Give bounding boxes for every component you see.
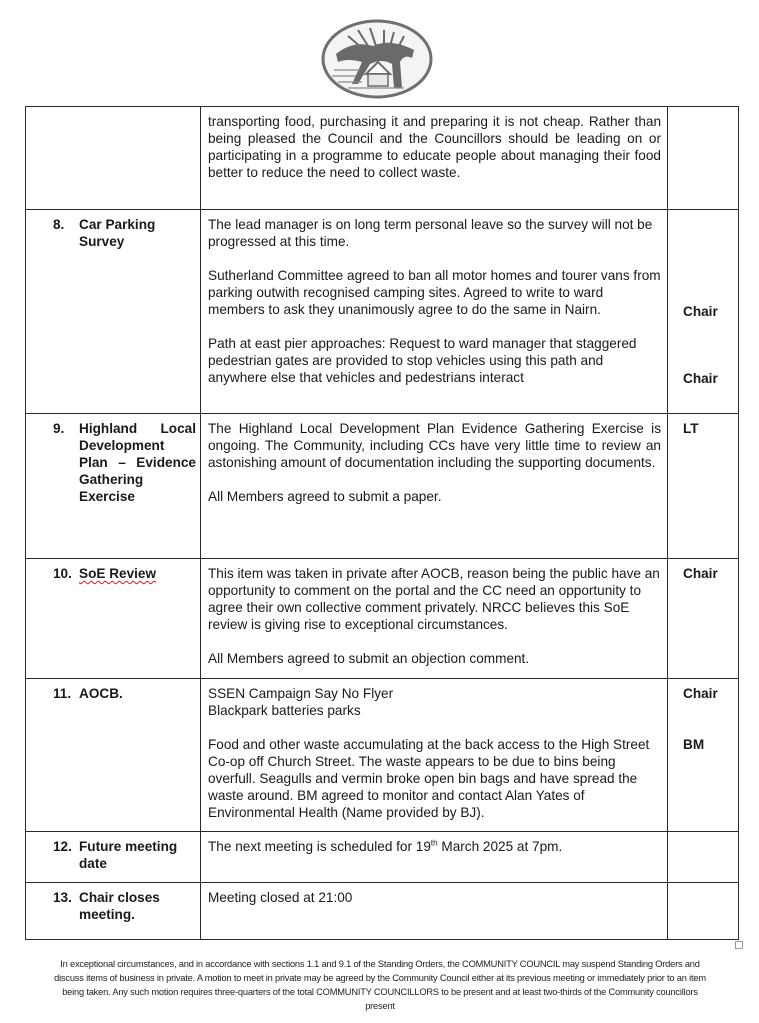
item-cell — [26, 210, 201, 414]
table-row-continuation — [26, 107, 739, 210]
item-number: 10. — [53, 566, 72, 581]
paragraph: This item was taken in private after AOCB, reason being the public have an opportunity to comment on the portal and the CC need an opportunity to agree their own collective comment privately. NRCC believes this SoE review is giving rise to exceptional circumstances. — [208, 566, 660, 632]
table-row-item-11 — [26, 679, 739, 832]
item-cell — [26, 883, 201, 940]
item-cell — [26, 559, 201, 679]
paragraph: Food and other waste accumulating at the back access to the High Street Co-op off Church Street. The waste appears to be due to bins being overfull. Seagulls and vermin broke open bin bags and have spread the waste around. BM agreed to monitor and contact Alan Yates of Environmental Health (Name provided by BJ). — [208, 737, 650, 820]
discussion-cell — [201, 414, 668, 559]
action-owner: LT — [683, 421, 699, 436]
action-cell — [668, 883, 739, 940]
table-row-item-10 — [26, 559, 739, 679]
item-cell — [26, 832, 201, 883]
item-number: 9. — [53, 421, 65, 436]
paragraph — [208, 838, 661, 855]
paragraph: Path at east pier approaches: Request to ward manager that staggered pedestrian gates are provided to stop vehicles using this path and anywhere else that vehicles and pedestrians interact — [208, 336, 637, 385]
item-title: AOCB. — [79, 686, 123, 701]
paragraph: Blackpark batteries parks — [208, 703, 361, 718]
item-title: Highland Local Development Plan – Evidence Gathering Exercise — [79, 421, 196, 504]
item-title: Chair closes meeting. — [79, 890, 160, 922]
paragraph: transporting food, purchasing it and preparing it is not cheap. Rather than being pleased the Council and the Councillors should be leading on or participating in a programme to educate people about managing their food better to reduce the need to collect waste. — [208, 114, 661, 180]
discussion-cell — [201, 883, 668, 940]
table-row-item-13 — [26, 883, 739, 940]
item-cell — [26, 414, 201, 559]
action-cell — [668, 210, 739, 414]
paragraph: All Members agreed to submit an objection comment. — [208, 651, 530, 666]
action-owner: Chair — [683, 304, 718, 319]
discussion-cell — [201, 107, 668, 210]
standing-orders-footer: In exceptional circumstances, and in accordance with sections 1.1 and 9.1 of the Standing Orders, the COMMUNITY COUNCIL may suspend Standing Orders and discuss items of business in private. A motion to meet in private may be agreed by the Community Council either at its previous meeting or immediately prior to an item being taken. Any such motion requires three-quarters of the total COMMUNITY COUNCILLORS to be present and at least two-thirds of the Community councillors present — [54, 959, 706, 1011]
text-run: The next meeting is scheduled for 19 — [208, 839, 431, 854]
action-cell — [668, 414, 739, 559]
action-cell — [668, 832, 739, 883]
paragraph: The lead manager is on long term personal leave so the survey will not be progressed at this time. — [208, 217, 653, 249]
action-cell — [668, 107, 739, 210]
ordinal-suffix: th — [430, 838, 438, 848]
action-owner: Chair — [683, 566, 718, 581]
table-end-marker — [735, 941, 743, 949]
table-row-item-9 — [26, 414, 739, 559]
paragraph: The Highland Local Development Plan Evidence Gathering Exercise is ongoing. The Community, including CCs have very little time to review an astonishing amount of documentation including the supporting documents. — [208, 421, 661, 470]
discussion-cell — [201, 679, 668, 832]
item-cell — [26, 107, 201, 210]
table-row-item-12 — [26, 832, 739, 883]
tree-cottage-emblem-icon — [318, 18, 436, 100]
discussion-cell — [201, 832, 668, 883]
item-title: SoE Review — [79, 566, 157, 581]
item-title: Future meeting date — [79, 839, 178, 871]
paragraph: All Members agreed to submit a paper. — [208, 489, 442, 504]
action-cell — [668, 679, 739, 832]
item-number: 13. — [53, 890, 72, 905]
action-cell — [668, 559, 739, 679]
item-cell — [26, 679, 201, 832]
discussion-cell — [201, 210, 668, 414]
action-owner: BM — [683, 737, 705, 752]
item-number: 11. — [53, 686, 72, 701]
item-number: 12. — [53, 839, 72, 854]
table-row-item-8 — [26, 210, 739, 414]
action-owner: Chair — [683, 371, 718, 386]
discussion-cell — [201, 559, 668, 679]
minutes-table — [25, 106, 739, 940]
action-owner: Chair — [683, 686, 718, 701]
paragraph: Meeting closed at 21:00 — [208, 890, 353, 905]
item-number: 8. — [53, 217, 65, 232]
paragraph: SSEN Campaign Say No Flyer — [208, 686, 394, 701]
text-run: March 2025 at 7pm. — [437, 839, 563, 854]
council-logo — [318, 18, 436, 100]
paragraph: Sutherland Committee agreed to ban all motor homes and tourer vans from parking outwith recognised camping sites. Agreed to write to ward members to ask they unanimously agree to do the same in Nairn. — [208, 268, 661, 317]
item-title: Car Parking Survey — [79, 217, 156, 249]
